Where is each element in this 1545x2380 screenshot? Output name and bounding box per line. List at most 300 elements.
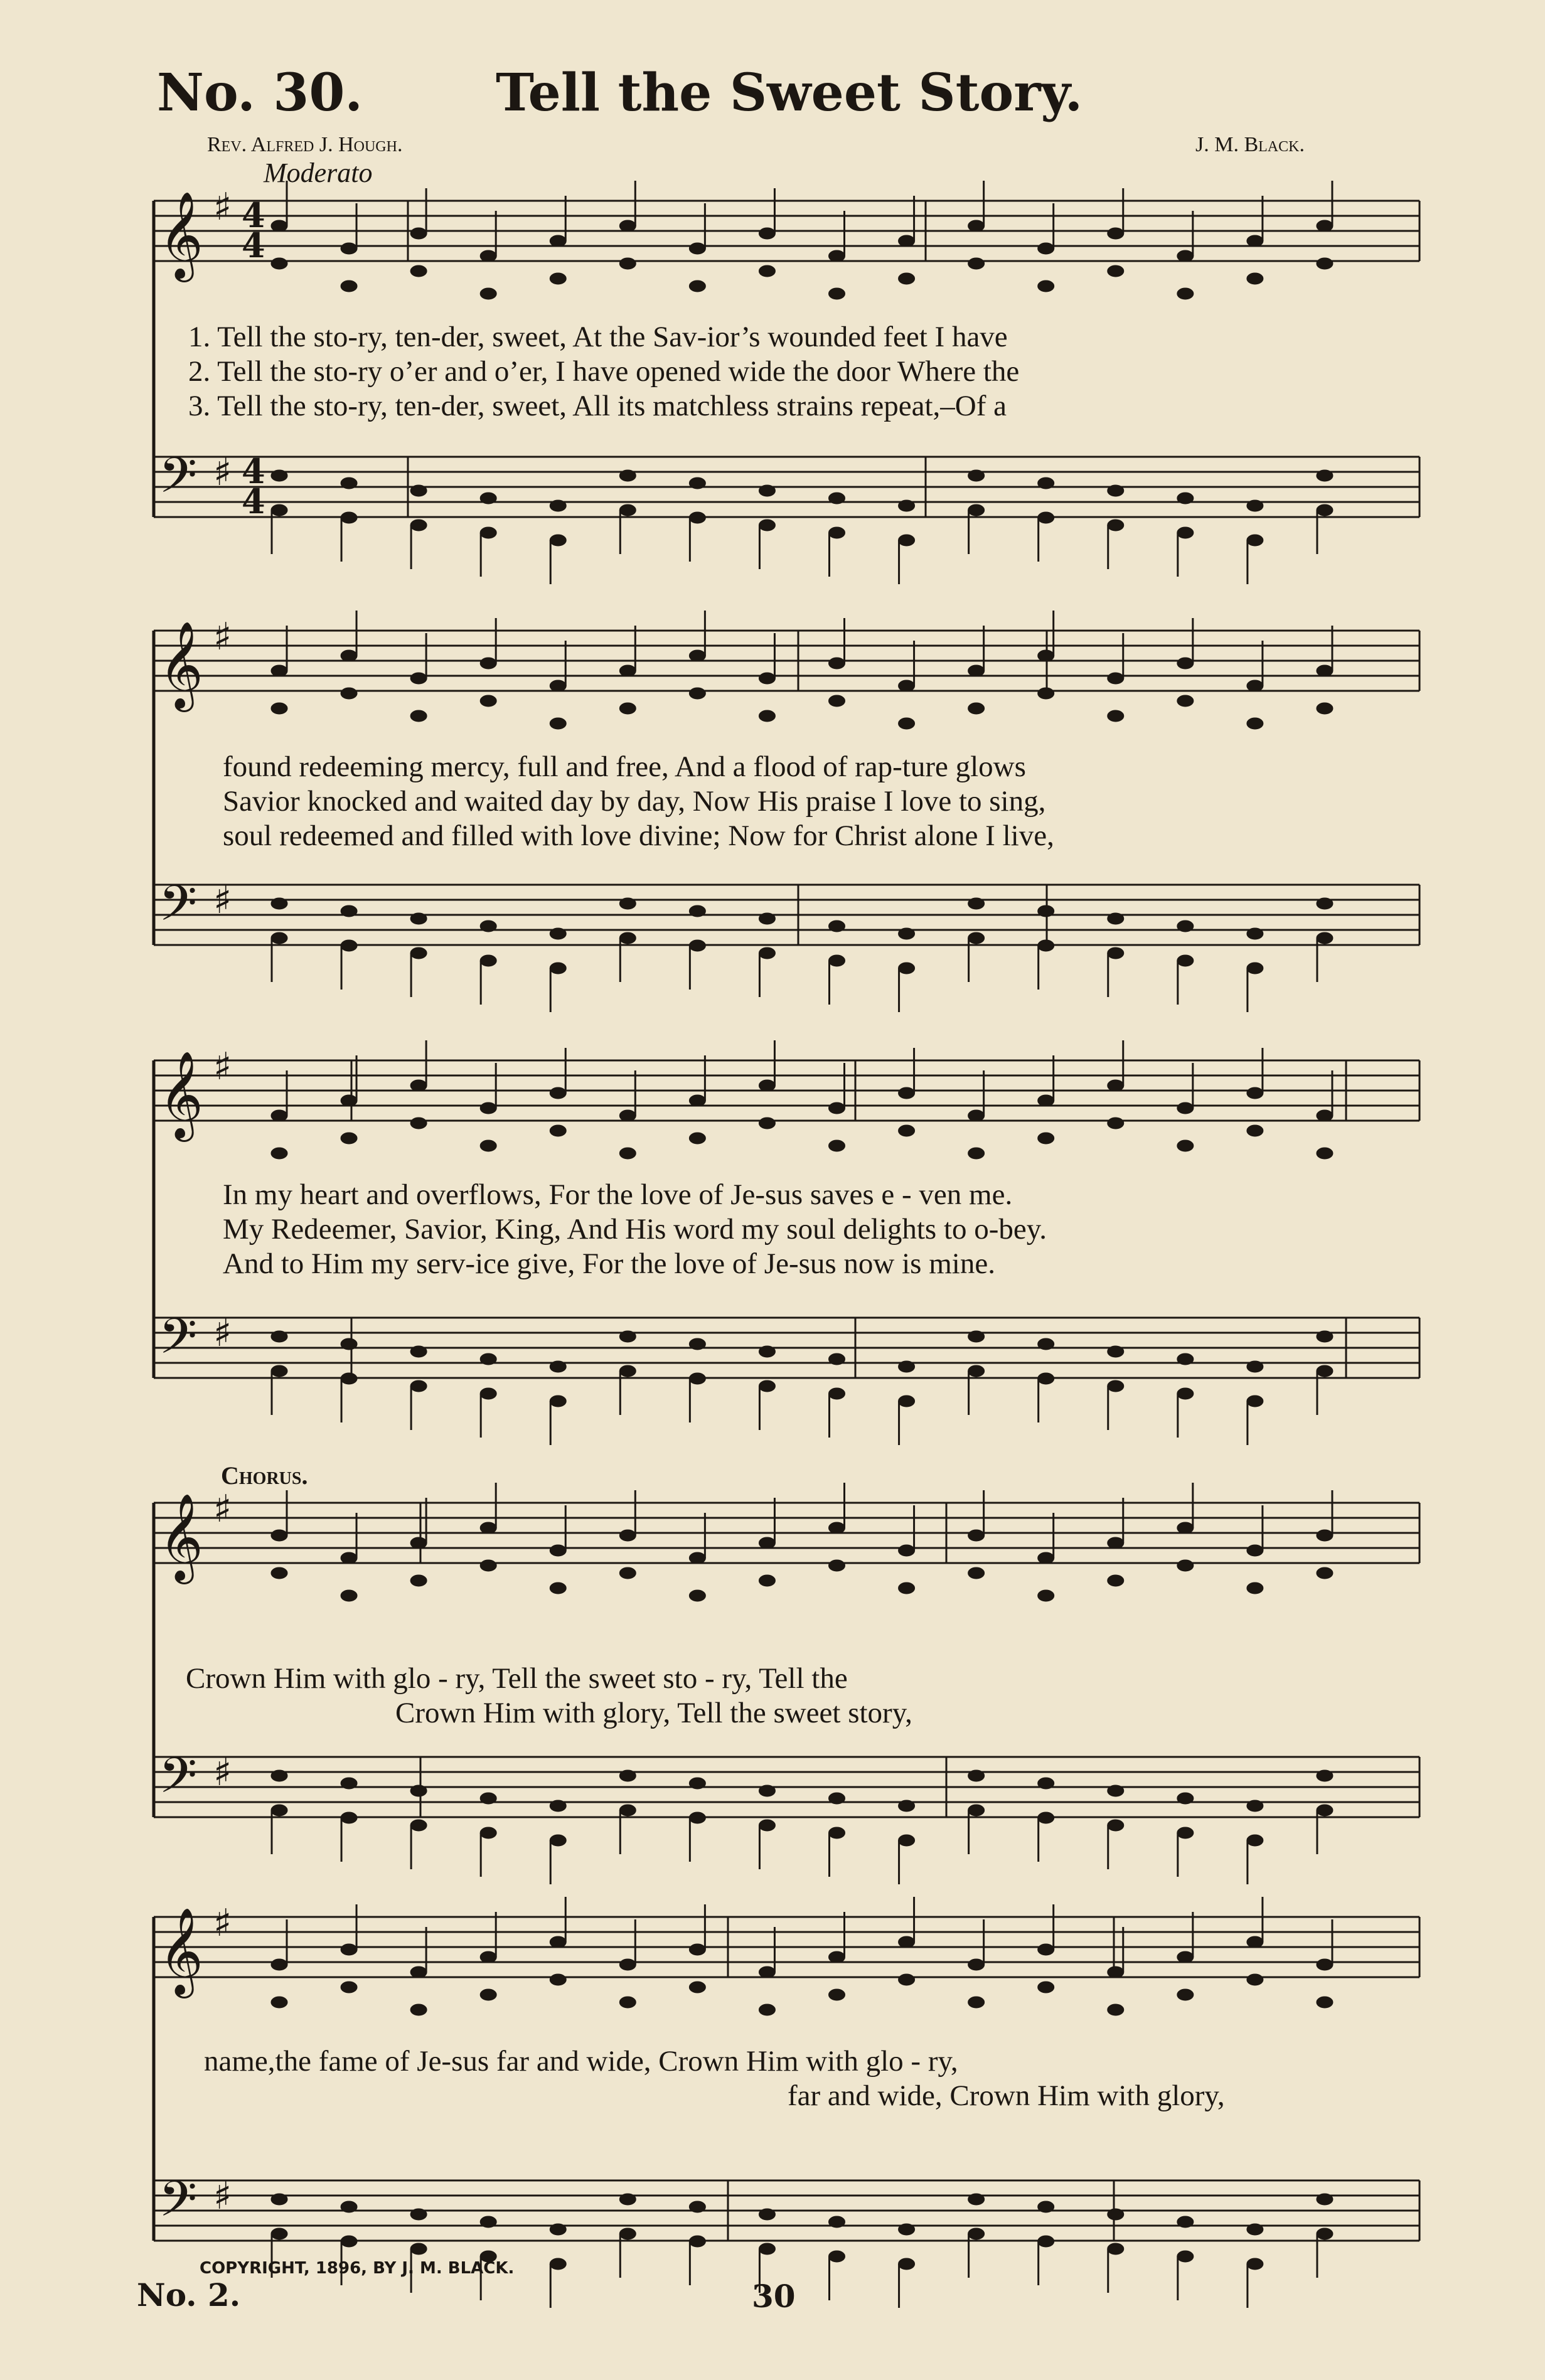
note-head	[619, 220, 636, 232]
note-head	[1108, 485, 1124, 496]
note-head	[271, 1148, 287, 1159]
note-head	[410, 2209, 427, 2220]
note-head	[1247, 1545, 1263, 1556]
note-head	[619, 1805, 636, 1816]
note-head	[480, 955, 496, 966]
note-head	[1317, 220, 1333, 232]
treble-clef: 𝄞	[159, 1051, 203, 1138]
note-head	[689, 1944, 705, 1955]
key-signature-sharp: ♯	[213, 615, 232, 659]
note-head	[619, 665, 636, 676]
note-head	[829, 1388, 845, 1399]
note-head	[550, 1800, 566, 1812]
note-head	[968, 1365, 985, 1377]
key-signature-sharp: ♯	[213, 1045, 232, 1089]
note-head	[899, 2224, 915, 2235]
note-head	[829, 1522, 845, 1534]
note-head	[899, 1087, 915, 1099]
note-head	[1108, 1380, 1124, 1392]
note-head	[1038, 2201, 1054, 2212]
note-head	[550, 1974, 566, 1985]
note-head	[759, 1080, 775, 1091]
note-head	[968, 703, 985, 714]
note-head	[480, 921, 496, 932]
note-head	[341, 512, 357, 523]
note-head	[410, 1080, 427, 1091]
note-head	[1247, 1936, 1263, 1948]
note-head	[619, 1148, 636, 1159]
note-head	[341, 688, 357, 699]
note-head	[1108, 2004, 1124, 2015]
note-head	[759, 1966, 775, 1978]
key-signature-sharp: ♯	[213, 2174, 232, 2218]
note-head	[1038, 1133, 1054, 1144]
note-head	[899, 2258, 915, 2270]
note-head	[1177, 1827, 1194, 1838]
note-head	[480, 1522, 496, 1534]
note-head	[550, 963, 566, 974]
chorus-line-1-alto: Crown Him with glory, Tell the sweet story,	[395, 1697, 912, 1729]
note-head	[619, 2194, 636, 2205]
key-signature-sharp: ♯	[213, 451, 232, 494]
key-signature-sharp: ♯	[213, 1901, 232, 1945]
note-head	[1247, 963, 1263, 974]
chorus-line-1: Crown Him with glo - ry, Tell the sweet sto - ry, Tell the	[186, 1662, 848, 1695]
hymn-title: Tell the Sweet Story.	[496, 63, 1083, 123]
note-head	[968, 932, 985, 944]
note-head	[829, 288, 845, 299]
note-head	[899, 928, 915, 939]
key-signature-sharp: ♯	[213, 185, 232, 229]
note-head	[619, 1530, 636, 1541]
note-head	[550, 718, 566, 729]
note-head	[759, 1785, 775, 1796]
note-head	[550, 680, 566, 691]
note-head	[1317, 470, 1333, 481]
note-head	[271, 932, 287, 944]
note-head	[410, 1575, 427, 1586]
note-head	[341, 2236, 357, 2247]
note-head	[619, 1959, 636, 1970]
tempo-marking: Moderato	[264, 157, 373, 188]
note-head	[271, 1331, 287, 1342]
note-head	[968, 1770, 985, 1781]
note-head	[829, 1353, 845, 1365]
note-head	[968, 1148, 985, 1159]
note-head	[1317, 1959, 1333, 1970]
note-head	[899, 535, 915, 546]
note-head	[619, 1365, 636, 1377]
page-number: 30	[752, 2278, 796, 2315]
note-head	[480, 1827, 496, 1838]
note-head	[480, 1353, 496, 1365]
note-head	[1247, 2258, 1263, 2270]
note-head	[1108, 520, 1124, 531]
note-head	[1038, 940, 1054, 951]
note-head	[480, 1140, 496, 1151]
note-head	[1177, 1102, 1194, 1114]
note-head	[1108, 710, 1124, 722]
note-head	[410, 1118, 427, 1129]
note-head	[1108, 1346, 1124, 1357]
note-head	[829, 1560, 845, 1571]
note-head	[1177, 493, 1194, 504]
note-head	[829, 921, 845, 932]
note-head	[689, 2201, 705, 2212]
note-head	[1177, 695, 1194, 707]
note-head	[410, 1380, 427, 1392]
note-head	[271, 1805, 287, 1816]
note-head	[480, 1102, 496, 1114]
note-head	[1317, 703, 1333, 714]
note-head	[759, 1575, 775, 1586]
note-head	[271, 665, 287, 676]
note-head	[1177, 955, 1194, 966]
note-head	[1038, 512, 1054, 523]
note-head	[968, 1567, 985, 1579]
note-head	[1317, 898, 1333, 909]
note-head	[1108, 2209, 1124, 2220]
note-head	[1038, 478, 1054, 489]
time-signature: 4	[242, 451, 265, 491]
note-head	[1317, 504, 1333, 516]
note-head	[1108, 913, 1124, 924]
author-credit: Rev. Alfred J. Hough.	[207, 133, 403, 156]
note-head	[1317, 665, 1333, 676]
note-head	[1247, 535, 1263, 546]
note-head	[829, 1140, 845, 1151]
verse-3-line-3: And to Him my serv-ice give, For the love of Je-sus now is mine.	[223, 1247, 995, 1280]
note-head	[759, 947, 775, 959]
note-head	[689, 1338, 705, 1350]
note-head	[759, 1346, 775, 1357]
note-head	[759, 265, 775, 277]
note-head	[480, 493, 496, 504]
note-head	[968, 1331, 985, 1342]
note-head	[1247, 1361, 1263, 1372]
chorus-label: Chorus.	[221, 1461, 308, 1490]
time-signature: 4	[242, 195, 265, 235]
note-head	[341, 280, 357, 292]
note-head	[968, 2194, 985, 2205]
note-head	[410, 485, 427, 496]
note-head	[550, 2224, 566, 2235]
note-head	[550, 2258, 566, 2270]
composer-credit: J. M. Black.	[1195, 133, 1305, 156]
note-head	[341, 1590, 357, 1601]
note-head	[550, 1125, 566, 1136]
note-head	[410, 1966, 427, 1978]
note-head	[271, 1997, 287, 2008]
note-head	[1038, 243, 1054, 254]
note-head	[480, 1560, 496, 1571]
note-head	[550, 1582, 566, 1594]
note-head	[341, 1982, 357, 1993]
note-head	[689, 940, 705, 951]
note-head	[1247, 928, 1263, 939]
note-head	[759, 710, 775, 722]
note-head	[341, 1778, 357, 1789]
note-head	[1317, 1331, 1333, 1342]
note-head	[1317, 1148, 1333, 1159]
verse-2-line-3: My Redeemer, Savior, King, And His word my soul delights to o-bey.	[223, 1213, 1047, 1246]
note-head	[689, 512, 705, 523]
note-head	[550, 1361, 566, 1372]
note-head	[1108, 228, 1124, 239]
note-head	[1177, 1560, 1194, 1571]
note-head	[410, 710, 427, 722]
note-head	[550, 1835, 566, 1846]
note-head	[550, 235, 566, 247]
note-head	[410, 228, 427, 239]
note-head	[689, 1590, 705, 1601]
note-head	[341, 1133, 357, 1144]
note-head	[689, 1982, 705, 1993]
note-head	[829, 1102, 845, 1114]
time-signature: 4	[242, 225, 265, 265]
note-head	[619, 703, 636, 714]
note-head	[341, 2201, 357, 2212]
note-head	[1317, 2228, 1333, 2239]
note-head	[550, 535, 566, 546]
note-head	[1038, 1338, 1054, 1350]
note-head	[480, 1951, 496, 1963]
note-head	[1317, 1530, 1333, 1541]
note-head	[1177, 250, 1194, 262]
note-head	[480, 1793, 496, 1804]
note-head	[689, 650, 705, 661]
note-head	[829, 955, 845, 966]
verse-1-line-1: 1. Tell the sto-ry, ten-der, sweet, At the Sav-ior’s wounded feet I have	[188, 321, 1008, 353]
note-head	[1177, 2216, 1194, 2228]
note-head	[899, 235, 915, 247]
note-head	[1247, 273, 1263, 284]
note-head	[1108, 1575, 1124, 1586]
bass-clef: 𝄢	[159, 447, 198, 516]
note-head	[341, 1552, 357, 1564]
note-head	[550, 928, 566, 939]
note-head	[829, 2216, 845, 2228]
note-head	[689, 905, 705, 917]
verse-1-line-2: found redeeming mercy, full and free, And a flood of rap-ture glows	[223, 750, 1026, 783]
note-head	[1038, 1373, 1054, 1384]
note-head	[968, 665, 985, 676]
note-head	[271, 1110, 287, 1121]
note-head	[480, 695, 496, 707]
note-head	[1038, 280, 1054, 292]
note-head	[968, 220, 985, 232]
note-head	[1038, 1812, 1054, 1823]
note-head	[899, 680, 915, 691]
note-head	[271, 1567, 287, 1579]
note-head	[1108, 947, 1124, 959]
note-head	[968, 898, 985, 909]
time-signature: 4	[242, 481, 265, 521]
note-head	[759, 673, 775, 684]
note-head	[899, 500, 915, 511]
note-head	[271, 2228, 287, 2239]
note-head	[1247, 1800, 1263, 1812]
note-head	[759, 520, 775, 531]
note-head	[1038, 2236, 1054, 2247]
note-head	[480, 288, 496, 299]
note-head	[410, 947, 427, 959]
note-head	[1247, 2224, 1263, 2235]
note-head	[1038, 1778, 1054, 1789]
note-head	[341, 478, 357, 489]
note-head	[1108, 1080, 1124, 1091]
note-head	[689, 1133, 705, 1144]
note-head	[829, 1793, 845, 1804]
note-head	[550, 1936, 566, 1948]
footer-number: No. 2.	[137, 2276, 241, 2313]
chorus-line-2: name,the fame of Je-sus far and wide, Crown Him with glo - ry,	[204, 2045, 958, 2078]
key-signature-sharp: ♯	[213, 1751, 232, 1795]
note-head	[271, 1365, 287, 1377]
note-head	[1247, 1125, 1263, 1136]
note-head	[1038, 1982, 1054, 1993]
note-head	[899, 1125, 915, 1136]
note-head	[689, 688, 705, 699]
note-head	[1177, 1522, 1194, 1534]
note-head	[619, 258, 636, 269]
note-head	[1317, 1770, 1333, 1781]
note-head	[759, 1118, 775, 1129]
note-head	[829, 695, 845, 707]
treble-clef: 𝄞	[159, 1493, 203, 1581]
note-head	[619, 932, 636, 944]
note-head	[410, 2004, 427, 2015]
note-head	[271, 703, 287, 714]
note-head	[759, 485, 775, 496]
note-head	[480, 2216, 496, 2228]
note-head	[759, 2243, 775, 2255]
note-head	[1317, 2194, 1333, 2205]
note-head	[619, 2228, 636, 2239]
note-head	[759, 1537, 775, 1549]
note-head	[1038, 1552, 1054, 1564]
note-head	[968, 1530, 985, 1541]
note-head	[341, 1812, 357, 1823]
note-head	[689, 280, 705, 292]
note-head	[968, 2228, 985, 2239]
note-head	[1247, 235, 1263, 247]
note-head	[1038, 688, 1054, 699]
note-head	[689, 1778, 705, 1789]
note-head	[899, 1936, 915, 1948]
verse-3-line-2: soul redeemed and filled with love divine; Now for Christ alone I live,	[223, 819, 1054, 852]
note-head	[619, 898, 636, 909]
note-head	[759, 913, 775, 924]
note-head	[689, 243, 705, 254]
note-head	[410, 2243, 427, 2255]
note-head	[550, 500, 566, 511]
note-head	[759, 2209, 775, 2220]
note-head	[341, 940, 357, 951]
note-head	[341, 1373, 357, 1384]
note-head	[410, 1346, 427, 1357]
note-head	[1247, 1087, 1263, 1099]
note-head	[1247, 1835, 1263, 1846]
note-head	[410, 265, 427, 277]
note-head	[1177, 1140, 1194, 1151]
treble-clef: 𝄞	[159, 621, 203, 708]
note-head	[271, 2194, 287, 2205]
note-head	[899, 1582, 915, 1594]
note-head	[1108, 673, 1124, 684]
note-head	[550, 273, 566, 284]
note-head	[1317, 1110, 1333, 1121]
note-head	[341, 1944, 357, 1955]
note-head	[1177, 921, 1194, 932]
note-head	[1317, 1997, 1333, 2008]
note-head	[1177, 527, 1194, 538]
note-head	[829, 493, 845, 504]
verse-1-line-3: In my heart and overflows, For the love of Je-sus saves e - ven me.	[223, 1178, 1013, 1211]
note-head	[968, 470, 985, 481]
note-head	[1177, 1388, 1194, 1399]
note-head	[480, 1989, 496, 2000]
note-head	[619, 1997, 636, 2008]
key-signature-sharp: ♯	[213, 878, 232, 922]
note-head	[899, 273, 915, 284]
note-head	[1177, 658, 1194, 669]
note-head	[1108, 2243, 1124, 2255]
note-head	[829, 1951, 845, 1963]
note-head	[1317, 258, 1333, 269]
note-head	[899, 1395, 915, 1407]
verse-2-line-2: Savior knocked and waited day by day, Now His praise I love to sing,	[223, 785, 1046, 818]
note-head	[829, 1989, 845, 2000]
note-head	[410, 1820, 427, 1831]
treble-clef: 𝄞	[159, 1908, 203, 1995]
note-head	[341, 905, 357, 917]
note-head	[1247, 1395, 1263, 1407]
note-head	[619, 1770, 636, 1781]
note-head	[829, 658, 845, 669]
note-head	[271, 470, 287, 481]
note-head	[1247, 1974, 1263, 1985]
bass-clef: 𝄢	[159, 875, 198, 944]
note-head	[1108, 1537, 1124, 1549]
note-head	[1038, 905, 1054, 917]
note-head	[341, 1095, 357, 1106]
note-head	[410, 520, 427, 531]
note-head	[689, 1552, 705, 1564]
note-head	[899, 1835, 915, 1846]
note-head	[619, 504, 636, 516]
note-head	[480, 527, 496, 538]
note-head	[271, 258, 287, 269]
note-head	[829, 527, 845, 538]
note-head	[689, 1812, 705, 1823]
key-signature-sharp: ♯	[213, 1311, 232, 1355]
verse-3-line-1: 3. Tell the sto-ry, ten-der, sweet, All its matchless strains repeat,–Of a	[188, 390, 1007, 422]
note-head	[1247, 680, 1263, 691]
note-head	[1108, 1820, 1124, 1831]
note-head	[619, 470, 636, 481]
note-head	[410, 673, 427, 684]
note-head	[689, 478, 705, 489]
note-head	[968, 1959, 985, 1970]
note-head	[1038, 650, 1054, 661]
bass-clef: 𝄢	[159, 2171, 198, 2240]
note-head	[341, 650, 357, 661]
note-head	[1317, 1567, 1333, 1579]
note-head	[1247, 718, 1263, 729]
note-head	[1038, 1590, 1054, 1601]
note-head	[550, 1395, 566, 1407]
